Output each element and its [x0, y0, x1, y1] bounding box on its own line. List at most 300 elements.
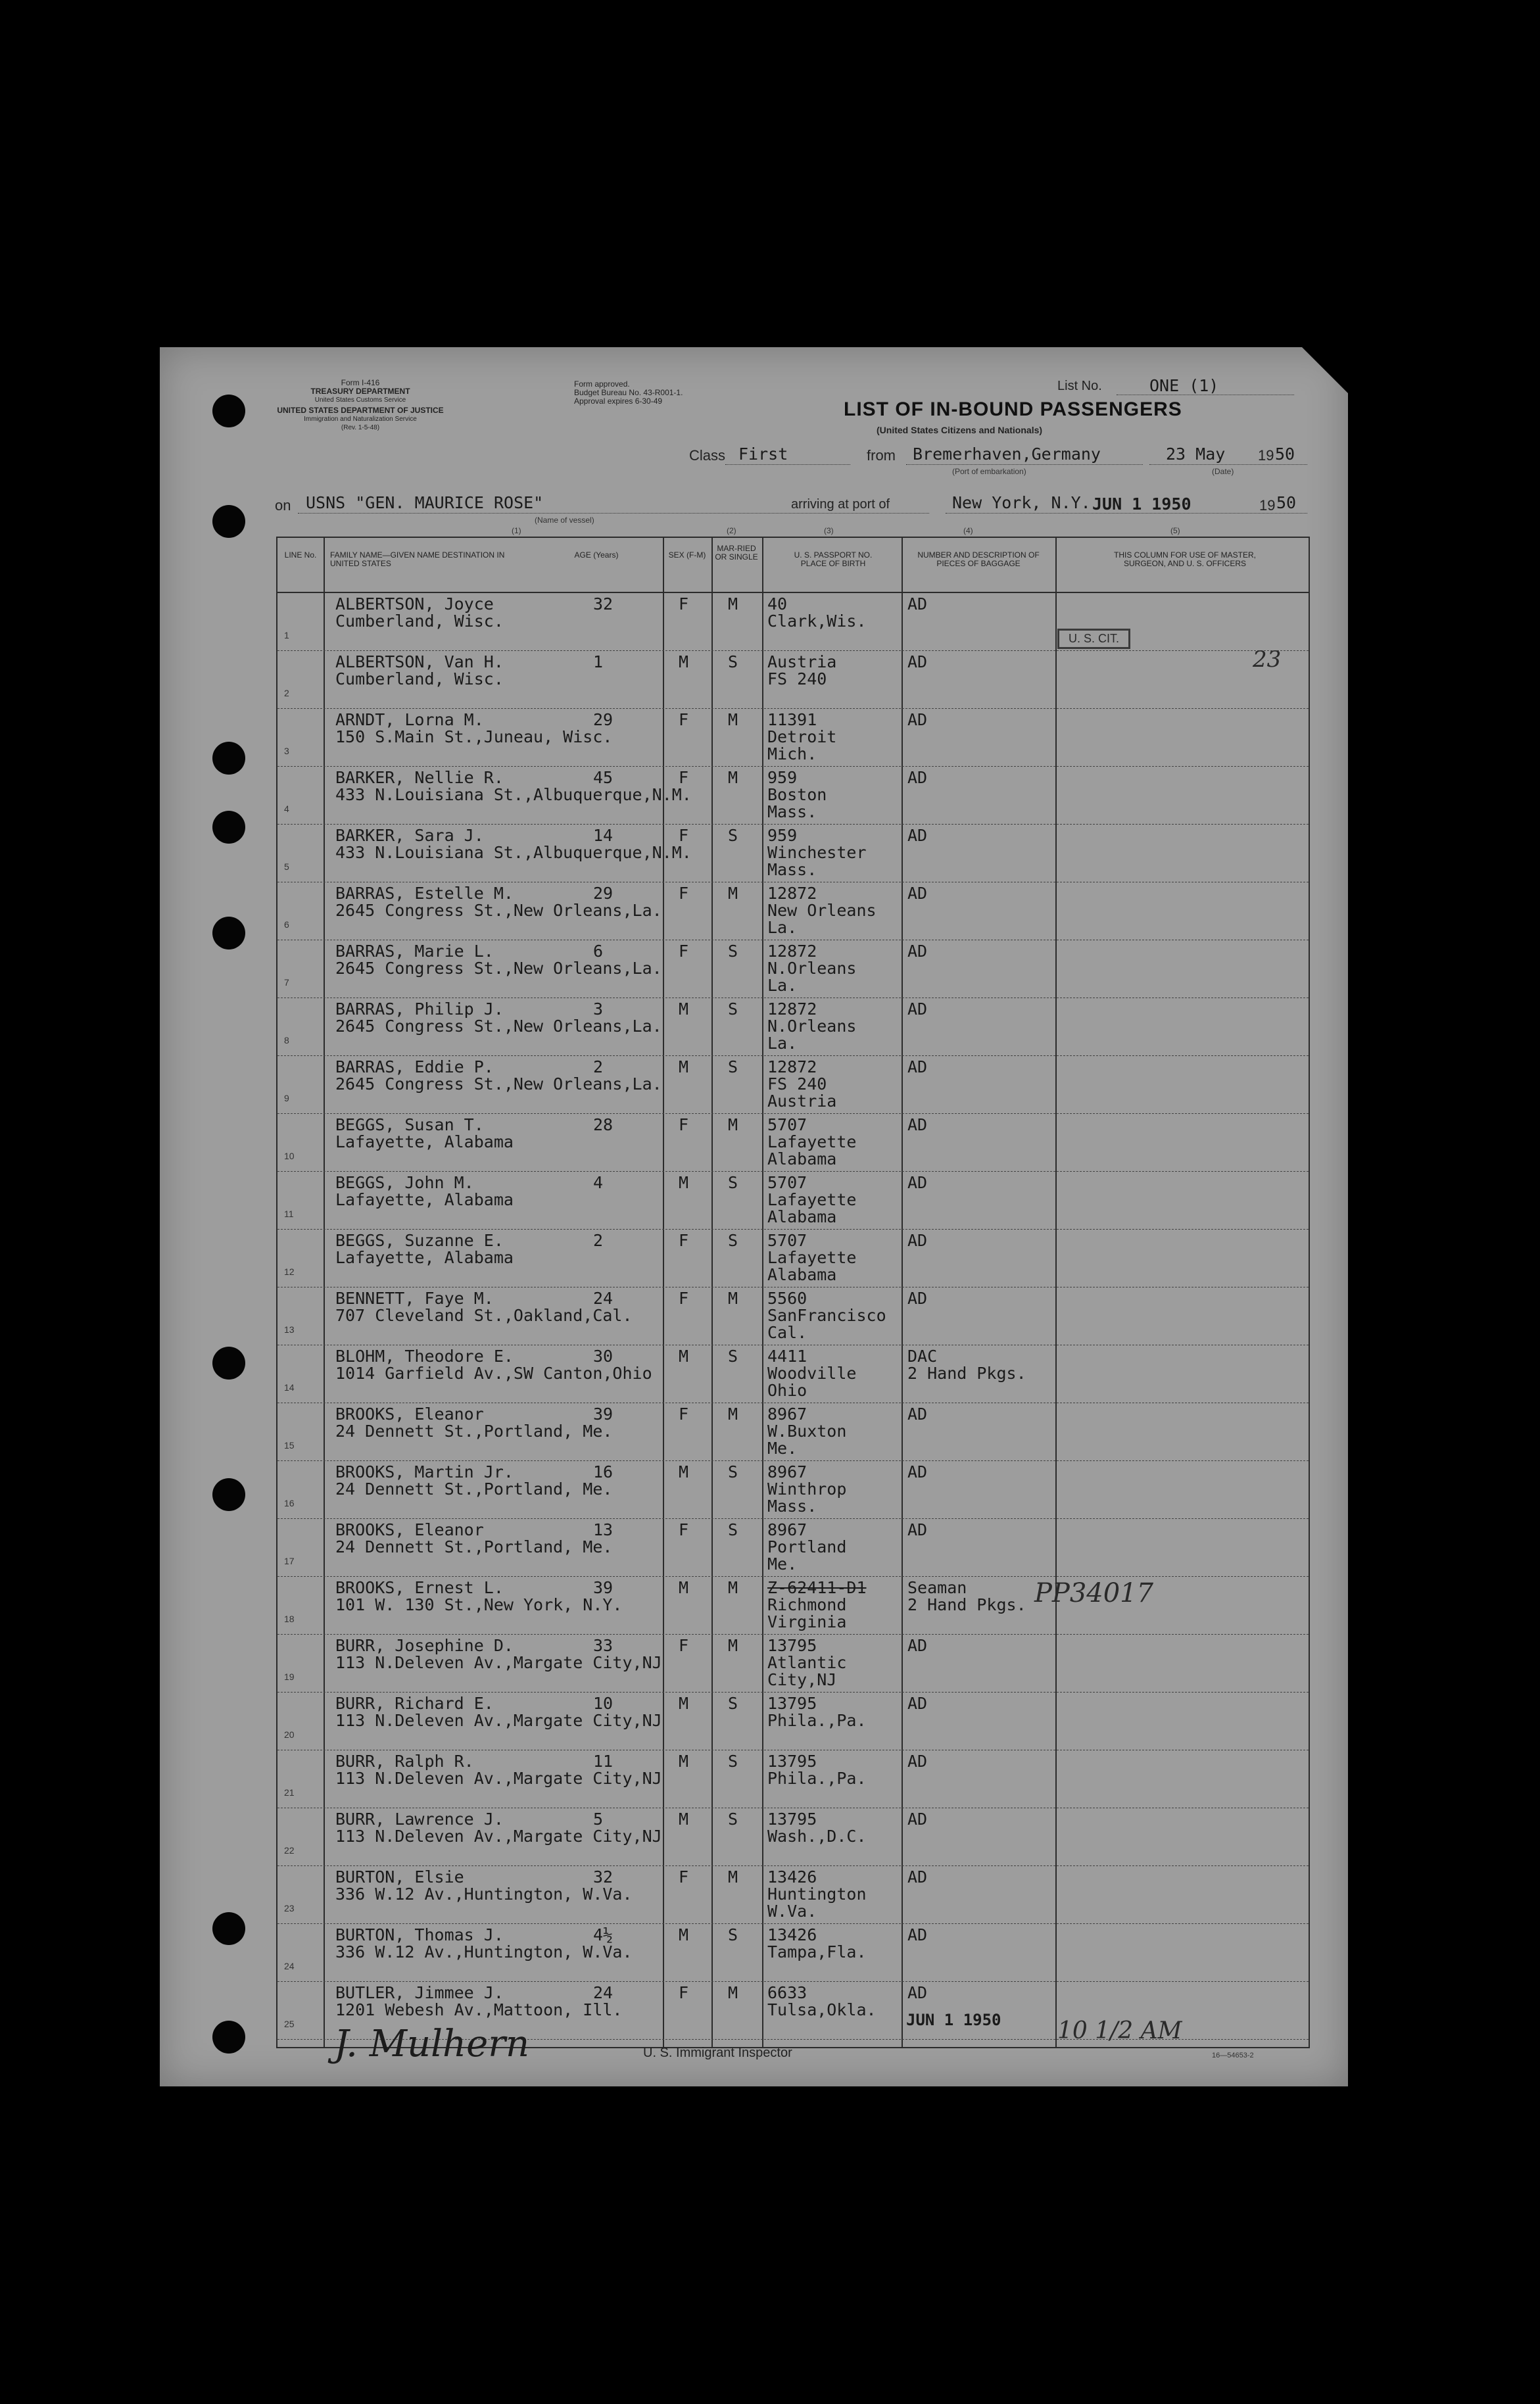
table-row — [277, 593, 1309, 651]
baggage-2: 2 Hand Pkgs. — [907, 1595, 1026, 1614]
table-row — [277, 940, 1309, 998]
destination: Cumberland, Wisc. — [335, 669, 504, 688]
table-row — [277, 767, 1309, 825]
age: 4½ — [593, 1925, 614, 1944]
col-num-3: (3) — [824, 526, 834, 535]
line-number: 18 — [284, 1614, 295, 1624]
place-of-birth-2: Mass. — [767, 860, 817, 879]
customs-service: United States Customs Service — [314, 397, 406, 404]
sex: F — [679, 768, 689, 787]
punch-hole — [212, 1478, 245, 1511]
place-of-birth: Richmond — [767, 1595, 847, 1614]
destination: 24 Dennett St.,Portland, Me. — [335, 1479, 613, 1499]
punch-hole — [212, 811, 245, 844]
sex: M — [679, 652, 689, 671]
age: 5 — [593, 1810, 604, 1829]
table-row — [277, 1750, 1309, 1808]
passport-no: 959 — [767, 768, 798, 787]
passenger-name: BURTON, Thomas J. — [335, 1925, 504, 1944]
arrival-date-stamp: JUN 1 1950 — [1092, 494, 1191, 514]
col-header-sex: SEX (F-M) — [668, 550, 706, 560]
passport-no: 5707 — [767, 1173, 807, 1192]
class-line — [725, 464, 850, 465]
sex: M — [679, 1578, 689, 1597]
age: 29 — [593, 884, 614, 903]
punch-hole — [212, 505, 245, 538]
baggage: AD — [907, 1173, 928, 1192]
marital-status: S — [728, 1462, 738, 1481]
passport-no: 12872 — [767, 1057, 817, 1076]
passenger-name: BROOKS, Eleanor — [335, 1405, 484, 1424]
passport-no: 13426 — [767, 1867, 817, 1887]
age: 33 — [593, 1636, 614, 1655]
table-row — [277, 1693, 1309, 1750]
passenger-name: BURR, Josephine D. — [335, 1636, 514, 1655]
col-header-line: LINE No. — [284, 550, 317, 560]
baggage: AD — [907, 1405, 928, 1424]
col-num-2: (2) — [727, 526, 736, 535]
place-of-birth-2: Me. — [767, 1439, 798, 1458]
destination: 336 W.12 Av.,Huntington, W.Va. — [335, 1885, 633, 1904]
marital-status: M — [728, 768, 738, 787]
destination: 707 Cleveland St.,Oakland,Cal. — [335, 1306, 633, 1325]
passport-no: Austria — [767, 652, 837, 671]
table-row — [277, 651, 1309, 709]
baggage: AD — [907, 1925, 928, 1944]
date-caption: (Date) — [1212, 467, 1234, 476]
budget-bureau: Budget Bureau No. 43-R001-1. — [574, 388, 683, 397]
place-of-birth: N.Orleans — [767, 1017, 857, 1036]
marital-status: M — [728, 1115, 738, 1134]
place-of-birth-2: Mass. — [767, 1497, 817, 1516]
passport-no: 13426 — [767, 1925, 817, 1944]
passport-no: 13795 — [767, 1752, 817, 1771]
passenger-name: BARRAS, Philip J. — [335, 999, 504, 1019]
ins-service: Immigration and Naturalization Service — [304, 416, 417, 423]
passenger-name: BENNETT, Faye M. — [335, 1289, 494, 1308]
passenger-name: BURR, Ralph R. — [335, 1752, 474, 1771]
place-of-birth-2: Mich. — [767, 744, 817, 763]
baggage: AD — [907, 1289, 928, 1308]
destination: 433 N.Louisiana St.,Albuquerque,N.M. — [335, 785, 692, 804]
baggage: AD — [907, 1115, 928, 1134]
baggage: AD — [907, 1231, 928, 1250]
passenger-name: BURTON, Elsie — [335, 1867, 464, 1887]
sex: M — [679, 1057, 689, 1076]
baggage: Seaman — [907, 1578, 967, 1597]
table-row — [277, 998, 1309, 1056]
age: 3 — [593, 999, 604, 1019]
destination: 150 S.Main St.,Juneau, Wisc. — [335, 727, 613, 746]
punch-hole — [212, 395, 245, 427]
place-of-birth-2: La. — [767, 918, 798, 937]
col-header-passport: U. S. PASSPORT NO. PLACE OF BIRTH — [794, 550, 873, 568]
baggage: AD — [907, 1462, 928, 1481]
sex: M — [679, 1462, 689, 1481]
place-of-birth: Winchester — [767, 843, 867, 862]
passenger-name: BROOKS, Martin Jr. — [335, 1462, 514, 1481]
passenger-name: BARRAS, Eddie P. — [335, 1057, 494, 1076]
age: 45 — [593, 768, 614, 787]
destination: Lafayette, Alabama — [335, 1248, 514, 1267]
col-num-1: (1) — [512, 526, 521, 535]
destination: 113 N.Deleven Av.,Margate City,NJ — [335, 1711, 662, 1730]
place-of-birth-2: Alabama — [767, 1207, 837, 1226]
vessel-name: USNS "GEN. MAURICE ROSE" — [306, 493, 544, 512]
place-of-birth: Portland — [767, 1537, 847, 1556]
destination: 2645 Congress St.,New Orleans,La. — [335, 1017, 662, 1036]
arrival-year-prefix: 19 — [1259, 497, 1276, 514]
year-value: 50 — [1275, 445, 1295, 464]
line-number: 9 — [284, 1093, 289, 1103]
place-of-birth: New Orleans — [767, 901, 877, 920]
sex: F — [679, 1231, 689, 1250]
line-number: 22 — [284, 1845, 295, 1856]
list-no-value: ONE (1) — [1149, 376, 1219, 395]
age: 30 — [593, 1347, 614, 1366]
age: 39 — [593, 1405, 614, 1424]
place-of-birth: Lafayette — [767, 1132, 857, 1151]
approval-expires: Approval expires 6-30-49 — [574, 397, 663, 406]
age: 29 — [593, 710, 614, 729]
place-of-birth: Lafayette — [767, 1190, 857, 1209]
age: 32 — [593, 1867, 614, 1887]
sex: F — [679, 1636, 689, 1655]
passport-no: 5560 — [767, 1289, 807, 1308]
marital-status: M — [728, 1578, 738, 1597]
table-row — [277, 825, 1309, 882]
place-of-birth: Tulsa,Okla. — [767, 2000, 877, 2019]
destination: 336 W.12 Av.,Huntington, W.Va. — [335, 1942, 633, 1961]
list-no-label: List No. — [1057, 379, 1102, 393]
col-num-4: (4) — [963, 526, 973, 535]
line-number: 24 — [284, 1961, 295, 1971]
sex: F — [679, 594, 689, 613]
line-number: 17 — [284, 1556, 295, 1566]
us-citizen-stamp: U. S. CIT. — [1057, 629, 1130, 649]
baggage: AD — [907, 710, 928, 729]
sex: F — [679, 1867, 689, 1887]
line-number: 10 — [284, 1151, 295, 1161]
marital-status: S — [728, 652, 738, 671]
col-header-age: AGE (Years) — [574, 550, 619, 560]
age: 39 — [593, 1578, 614, 1597]
col-header-married: MAR-RIED OR SINGLE — [715, 544, 758, 562]
line-number: 5 — [284, 861, 289, 872]
passenger-table — [276, 537, 1310, 2048]
passenger-name: BARKER, Sara J. — [335, 826, 484, 845]
baggage: AD — [907, 1520, 928, 1539]
passenger-name: BEGGS, Susan T. — [335, 1115, 484, 1134]
line-number: 20 — [284, 1729, 295, 1740]
passport-no: Z-62411-D1 — [767, 1578, 867, 1597]
sex: M — [679, 1347, 689, 1366]
col-header-officers: THIS COLUMN FOR USE OF MASTER, SURGEON, AND U. S. OFFICERS — [1113, 550, 1256, 568]
sex: F — [679, 1983, 689, 2002]
form-number: Form I-416 — [341, 378, 380, 387]
passenger-name: ARNDT, Lorna M. — [335, 710, 484, 729]
age: 2 — [593, 1231, 604, 1250]
baggage: AD — [907, 652, 928, 671]
marital-status: M — [728, 1983, 738, 2002]
vessel-caption: (Name of vessel) — [535, 516, 594, 525]
line-number: 14 — [284, 1382, 295, 1393]
punch-hole — [212, 1347, 245, 1380]
passport-no: 5707 — [767, 1231, 807, 1250]
place-of-birth: Huntington — [767, 1885, 867, 1904]
baggage: AD — [907, 1636, 928, 1655]
date-value: 23 May — [1166, 445, 1226, 464]
marital-status: M — [728, 594, 738, 613]
destination: 1201 Webesh Av.,Mattoon, Ill. — [335, 2000, 623, 2019]
table-row — [277, 1577, 1309, 1635]
table-row — [277, 1519, 1309, 1577]
marital-status: S — [728, 1057, 738, 1076]
justice-dept: UNITED STATES DEPARTMENT OF JUSTICE — [277, 406, 444, 415]
page-title: LIST OF IN-BOUND PASSENGERS — [844, 398, 1182, 420]
sex: F — [679, 884, 689, 903]
place-of-birth-2: Cal. — [767, 1323, 807, 1342]
passport-no: 8967 — [767, 1520, 807, 1539]
baggage: AD — [907, 999, 928, 1019]
marital-status: S — [728, 1752, 738, 1771]
place-of-birth-2: City,NJ — [767, 1670, 837, 1689]
baggage: AD — [907, 594, 928, 613]
destination: 2645 Congress St.,New Orleans,La. — [335, 901, 662, 920]
marital-status: M — [728, 1289, 738, 1308]
marital-status: M — [728, 1636, 738, 1655]
place-of-birth: W.Buxton — [767, 1422, 847, 1441]
baggage: AD — [907, 1810, 928, 1829]
destination: 113 N.Deleven Av.,Margate City,NJ — [335, 1769, 662, 1788]
place-of-birth-2: W.Va. — [767, 1902, 817, 1921]
place-of-birth-2: Alabama — [767, 1265, 837, 1284]
sex: F — [679, 942, 689, 961]
on-label: on — [275, 497, 291, 514]
place-of-birth: Atlantic — [767, 1653, 847, 1672]
year-prefix: 19 — [1258, 447, 1274, 464]
baggage: AD — [907, 1867, 928, 1887]
age: 13 — [593, 1520, 614, 1539]
passport-no: 8967 — [767, 1405, 807, 1424]
age: 24 — [593, 1983, 614, 2002]
passport-no: 12872 — [767, 942, 817, 961]
punch-hole — [212, 917, 245, 950]
place-of-birth-2: Me. — [767, 1554, 798, 1574]
table-row — [277, 1808, 1309, 1866]
age: 28 — [593, 1115, 614, 1134]
baggage-2: 2 Hand Pkgs. — [907, 1364, 1026, 1383]
line-number: 12 — [284, 1266, 295, 1277]
marital-status: S — [728, 1173, 738, 1192]
line-number: 3 — [284, 746, 289, 756]
destination: Lafayette, Alabama — [335, 1132, 514, 1151]
punch-hole — [212, 2021, 245, 2054]
table-row — [277, 1172, 1309, 1230]
table-row — [277, 1461, 1309, 1519]
passenger-name: BUTLER, Jimmee J. — [335, 1983, 504, 2002]
line-number: 15 — [284, 1440, 295, 1451]
page-subtitle: (United States Citizens and Nationals) — [877, 425, 1043, 435]
marital-status: S — [728, 1810, 738, 1829]
age: 2 — [593, 1057, 604, 1076]
line-number: 23 — [284, 1903, 295, 1913]
line-number: 1 — [284, 630, 289, 640]
marital-status: S — [728, 1231, 738, 1250]
passport-no: 11391 — [767, 710, 817, 729]
line-number: 16 — [284, 1498, 295, 1508]
destination: 113 N.Deleven Av.,Margate City,NJ — [335, 1827, 662, 1846]
table-row — [277, 1866, 1309, 1924]
passenger-name: ALBERTSON, Van H. — [335, 652, 504, 671]
age: 6 — [593, 942, 604, 961]
passport-no: 12872 — [767, 999, 817, 1019]
passport-no: 6633 — [767, 1983, 807, 2002]
marital-status: M — [728, 1405, 738, 1424]
footer-code: 16—54653-2 — [1212, 2052, 1254, 2059]
inspector-signature: J. Mulhern — [334, 2023, 530, 2065]
passenger-name: BARRAS, Estelle M. — [335, 884, 514, 903]
sex: M — [679, 1173, 689, 1192]
passenger-name: BLOHM, Theodore E. — [335, 1347, 514, 1366]
manifest-sheet — [160, 347, 1348, 2086]
destination: 2645 Congress St.,New Orleans,La. — [335, 959, 662, 978]
marital-status: S — [728, 999, 738, 1019]
place-of-birth-2: Austria — [767, 1092, 837, 1111]
passenger-name: BEGGS, Suzanne E. — [335, 1231, 504, 1250]
destination: 433 N.Louisiana St.,Albuquerque,N.M. — [335, 843, 692, 862]
punch-hole — [212, 742, 245, 775]
passenger-name: BROOKS, Eleanor — [335, 1520, 484, 1539]
line-number: 7 — [284, 977, 289, 988]
line-number: 4 — [284, 804, 289, 814]
table-row — [277, 1924, 1309, 1982]
baggage: AD — [907, 768, 928, 787]
passenger-name: BARRAS, Marie L. — [335, 942, 494, 961]
place-of-birth-2: Virginia — [767, 1612, 847, 1631]
baggage: AD — [907, 1983, 928, 2002]
line-number: 8 — [284, 1035, 289, 1046]
punch-hole — [212, 1912, 245, 1945]
place-of-birth: Winthrop — [767, 1479, 847, 1499]
place-of-birth: Wash.,D.C. — [767, 1827, 867, 1846]
line-number: 25 — [284, 2019, 295, 2029]
sex: M — [679, 999, 689, 1019]
passport-no: 4411 — [767, 1347, 807, 1366]
line-number: 21 — [284, 1787, 295, 1798]
place-of-birth: FS 240 — [767, 1074, 827, 1094]
place-of-birth: Tampa,Fla. — [767, 1942, 867, 1961]
line-number: 11 — [284, 1209, 294, 1219]
port-embark-caption: (Port of embarkation) — [952, 467, 1026, 476]
place-of-birth-2: La. — [767, 976, 798, 995]
destination: 113 N.Deleven Av.,Margate City,NJ — [335, 1653, 662, 1672]
place-of-birth: N.Orleans — [767, 959, 857, 978]
line-number: 6 — [284, 919, 289, 930]
class-label: Class — [689, 447, 726, 464]
passport-no: 40 — [767, 594, 788, 613]
passport-no: 12872 — [767, 884, 817, 903]
destination: 24 Dennett St.,Portland, Me. — [335, 1537, 613, 1556]
col-header-name: FAMILY NAME—GIVEN NAME DESTINATION IN UNITED STATES — [330, 550, 505, 568]
passenger-name: ALBERTSON, Joyce — [335, 594, 494, 613]
sex: F — [679, 710, 689, 729]
from-value: Bremerhaven,Germany — [913, 445, 1101, 464]
marital-status: S — [728, 1520, 738, 1539]
passport-no: 959 — [767, 826, 798, 845]
place-of-birth: Clark,Wis. — [767, 612, 867, 631]
place-of-birth-2: Mass. — [767, 802, 817, 821]
destination: 1014 Garfield Av.,SW Canton,Ohio — [335, 1364, 652, 1383]
handwritten-count: 23 — [1253, 646, 1282, 673]
place-of-birth: Phila.,Pa. — [767, 1711, 867, 1730]
table-row — [277, 1056, 1309, 1114]
corner-fold — [1302, 347, 1348, 393]
sex: M — [679, 1752, 689, 1771]
place-of-birth: SanFrancisco — [767, 1306, 886, 1325]
marital-status: M — [728, 1867, 738, 1887]
age: 14 — [593, 826, 614, 845]
marital-status: M — [728, 884, 738, 903]
sex: M — [679, 1694, 689, 1713]
col-header-baggage: NUMBER AND DESCRIPTION OF PIECES OF BAGGAGE — [917, 550, 1040, 568]
place-of-birth: Detroit — [767, 727, 837, 746]
sex: F — [679, 1289, 689, 1308]
sex: F — [679, 1405, 689, 1424]
treasury-dept: TREASURY DEPARTMENT — [310, 387, 410, 396]
marital-status: S — [728, 1347, 738, 1366]
marital-status: S — [728, 1694, 738, 1713]
baggage: AD — [907, 942, 928, 961]
line-number: 13 — [284, 1324, 295, 1335]
from-label: from — [867, 447, 896, 464]
col-num-5: (5) — [1170, 526, 1180, 535]
destination: Cumberland, Wisc. — [335, 612, 504, 631]
sex: M — [679, 1925, 689, 1944]
place-of-birth: Phila.,Pa. — [767, 1769, 867, 1788]
baggage: AD — [907, 826, 928, 845]
marital-status: S — [728, 942, 738, 961]
table-row — [277, 1230, 1309, 1287]
inspector-label: U. S. Immigrant Inspector — [643, 2046, 792, 2060]
age: 24 — [593, 1289, 614, 1308]
place-of-birth: Woodville — [767, 1364, 857, 1383]
age: 32 — [593, 594, 614, 613]
passenger-name: BEGGS, John M. — [335, 1173, 474, 1192]
baggage: AD — [907, 1694, 928, 1713]
age: 4 — [593, 1173, 604, 1192]
baggage: AD — [907, 884, 928, 903]
destination: Lafayette, Alabama — [335, 1190, 514, 1209]
place-of-birth: FS 240 — [767, 669, 827, 688]
passenger-name: BURR, Richard E. — [335, 1694, 494, 1713]
date-line — [1149, 464, 1307, 465]
table-row — [277, 1287, 1309, 1345]
passport-no: 13795 — [767, 1694, 817, 1713]
table-row — [277, 709, 1309, 767]
form-approved: Form approved. — [574, 379, 630, 389]
arriving-label: arriving at port of — [791, 497, 890, 512]
class-value: First — [738, 445, 788, 464]
sex: F — [679, 1115, 689, 1134]
handwritten-time: 10 1/2 AM — [1057, 2017, 1182, 2044]
passport-no: 8967 — [767, 1462, 807, 1481]
place-of-birth: Boston — [767, 785, 827, 804]
age: 11 — [593, 1752, 614, 1771]
sex: M — [679, 1810, 689, 1829]
arrival-year: 50 — [1276, 493, 1297, 512]
arrival-port: New York, N.Y. — [952, 493, 1091, 512]
